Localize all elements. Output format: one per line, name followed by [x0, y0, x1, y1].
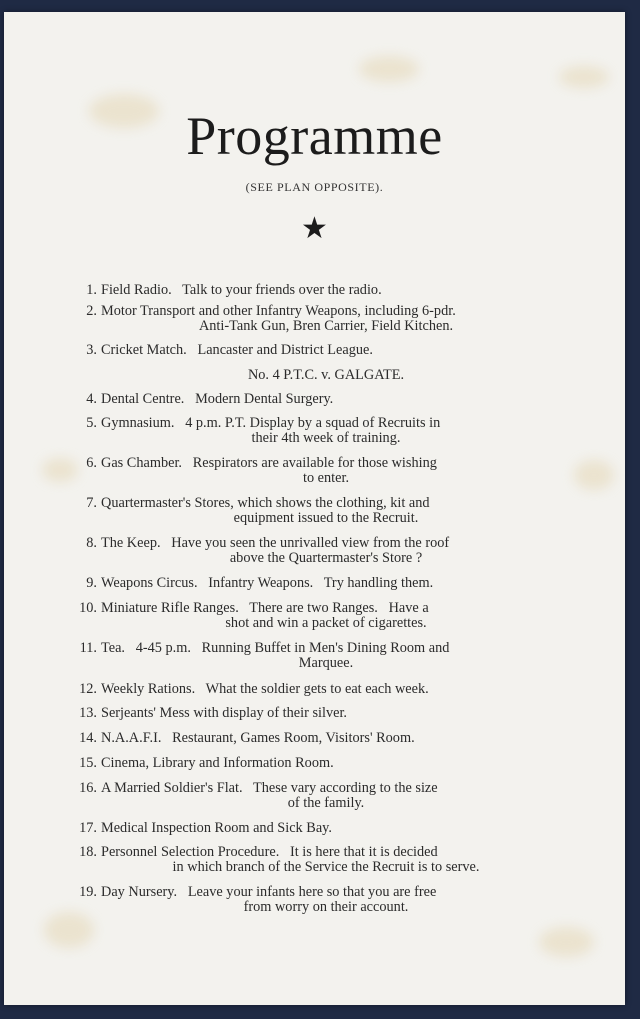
item-number: 14. — [79, 730, 97, 746]
item-text — [101, 641, 551, 671]
item-text — [101, 845, 551, 875]
item-number: 2. — [86, 303, 97, 319]
item-line: Tea. 4-45 p.m. Running Buffet in Men's Dining Room and — [101, 640, 450, 656]
item-line: Quartermaster's Stores, which shows the clothing, kit and — [101, 495, 430, 511]
item-number: 9. — [86, 575, 97, 591]
item-number: 17. — [79, 820, 97, 836]
item-line: Cricket Match. Lancaster and District League. — [101, 342, 373, 358]
item-number: 16. — [79, 780, 97, 796]
item-number: 15. — [79, 755, 97, 771]
item-text — [101, 304, 551, 334]
item-line-continued: equipment issued to the Recruit. — [233, 510, 419, 526]
star-icon: ★ — [301, 212, 328, 245]
item-line: Medical Inspection Room and Sick Bay. — [101, 820, 332, 836]
item-line-continued: Anti-Tank Gun, Bren Carrier, Field Kitchen. — [198, 318, 454, 334]
item-number: 13. — [79, 705, 97, 721]
item-line-continued: from worry on their account. — [243, 899, 409, 915]
item-line: Gymnasium. 4 p.m. P.T. Display by a squad of Recruits in — [101, 415, 441, 431]
item-line-continued: shot and win a packet of cigarettes. — [225, 615, 427, 631]
page-title: Programme — [186, 106, 443, 166]
item-line: Serjeants' Mess with display of their silver. — [101, 705, 347, 721]
item-number: 6. — [86, 455, 97, 471]
item-line: Cinema, Library and Information Room. — [101, 755, 334, 771]
item-line: Weapons Circus. Infantry Weapons. Try handling them. — [101, 575, 434, 591]
item-line-continued: above the Quartermaster's Store ? — [229, 550, 423, 566]
item-line: Field Radio. Talk to your friends over the radio. — [101, 282, 382, 298]
item-number: 8. — [86, 535, 97, 551]
item-line: Personnel Selection Procedure. It is here that it is decided — [101, 844, 438, 860]
item-line: Dental Centre. Modern Dental Surgery. — [101, 391, 334, 407]
item-line: A Married Soldier's Flat. These vary according to the size — [101, 780, 438, 796]
item-text — [101, 536, 551, 566]
item-line: The Keep. Have you seen the unrivalled view from the roof — [101, 535, 450, 551]
item-text — [101, 682, 551, 697]
item-text — [101, 706, 551, 721]
page-subtitle: (SEE PLAN OPPOSITE). — [245, 180, 384, 194]
item-number: 10. — [79, 600, 97, 616]
item-text — [101, 781, 551, 811]
item-text — [101, 496, 551, 526]
item-number: 18. — [79, 844, 97, 860]
item-line-continued: their 4th week of training. — [251, 430, 401, 446]
item-number: 5. — [86, 415, 97, 431]
item-number: 7. — [86, 495, 97, 511]
item-text — [101, 456, 551, 486]
match-line: No. 4 P.T.C. v. GALGATE. — [247, 367, 405, 383]
item-line: Gas Chamber. Respirators are available for those wishing — [101, 455, 437, 471]
item-line: Weekly Rations. What the soldier gets to eat each week. — [101, 681, 429, 697]
item-line-continued: to enter. — [302, 470, 350, 486]
item-number: 1. — [86, 282, 97, 298]
item-text — [101, 416, 551, 446]
item-number: 11. — [79, 640, 97, 656]
item-text — [101, 821, 551, 836]
item-line-continued: of the family. — [287, 795, 365, 811]
item-line: Miniature Rifle Ranges. There are two Ranges. Have a — [101, 600, 429, 616]
item-number: 4. — [86, 391, 97, 407]
item-text — [101, 392, 551, 407]
item-text — [101, 601, 551, 631]
item-line: Motor Transport and other Infantry Weapons, including 6-pdr. — [101, 303, 456, 319]
item-line-continued: Marquee. — [298, 655, 354, 671]
item-line: Day Nursery. Leave your infants here so that you are free — [101, 884, 437, 900]
item-number: 12. — [79, 681, 97, 697]
item-text — [101, 576, 551, 591]
item-number: 3. — [86, 342, 97, 358]
item-line: N.A.A.F.I. Restaurant, Games Room, Visitors' Room. — [101, 730, 415, 746]
item-text — [101, 885, 551, 915]
item-text — [101, 731, 551, 746]
item-number: 19. — [79, 884, 97, 900]
programme-page — [4, 12, 625, 1005]
item-text — [101, 756, 551, 771]
item-text — [101, 283, 551, 298]
item-text — [101, 343, 551, 358]
item-line-continued: in which branch of the Service the Recruit is to serve. — [172, 859, 480, 875]
